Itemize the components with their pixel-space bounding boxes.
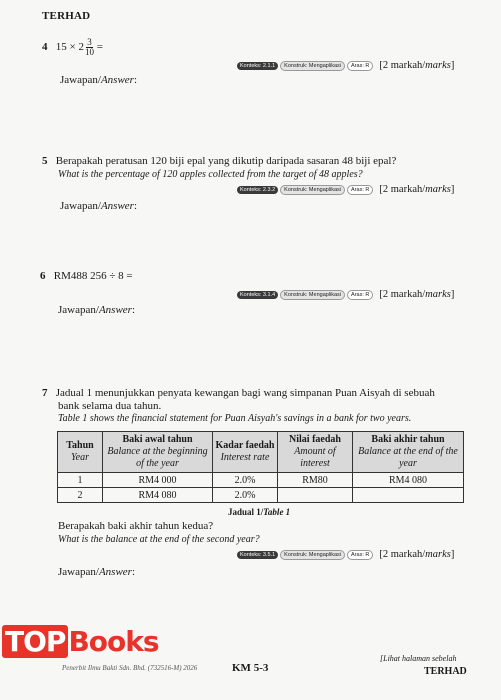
konteks-tag: Konteks: 3.5.1 — [237, 551, 278, 559]
question-number: 6 — [40, 270, 46, 282]
answer-label-en: Answer — [98, 566, 132, 578]
table-cell — [353, 488, 464, 503]
q6-tags — [237, 289, 454, 300]
marks-prefix: [2 markah/ — [379, 60, 426, 71]
col-header-ms: Baki akhir tahun — [371, 434, 445, 445]
table-cell: 2 — [58, 488, 103, 503]
marks-label — [379, 184, 454, 195]
answer-label-ms: Jawapan/ — [58, 566, 99, 578]
table-cell — [278, 488, 353, 503]
marks-prefix: [2 markah/ — [379, 549, 426, 560]
question-number: 4 — [42, 41, 48, 54]
col-header-en: Amount of interest — [294, 446, 336, 469]
aras-tag: Aras: R — [347, 185, 373, 195]
page-number: KM 5-3 — [232, 662, 269, 674]
answer-colon: : — [131, 566, 135, 578]
col-header-ms: Tahun — [66, 440, 94, 451]
question-text-ms: RM488 256 ÷ 8 = — [53, 270, 133, 282]
fraction — [85, 38, 94, 57]
col-header — [58, 432, 103, 473]
marks-label — [379, 289, 454, 300]
table-cell: RM4 080 — [103, 488, 213, 503]
table-caption — [228, 507, 290, 517]
answer-label-en: Answer — [100, 74, 134, 86]
table-cell: RM4 080 — [353, 473, 464, 488]
footer-classification: TERHAD — [424, 666, 467, 677]
question-number: 7 — [42, 387, 48, 399]
col-header — [353, 432, 464, 473]
question-6 — [40, 270, 133, 283]
logo-books: Books — [68, 625, 159, 658]
logo-top: TOP — [2, 625, 68, 658]
answer-colon: : — [133, 200, 137, 212]
answer-label-q5 — [60, 200, 137, 212]
col-header — [278, 432, 353, 473]
marks-en: marks — [425, 184, 451, 195]
table-header-row — [58, 432, 464, 473]
answer-label-en: Answer — [100, 200, 134, 212]
table-row — [58, 473, 464, 488]
col-header — [213, 432, 278, 473]
table-cell: 2.0% — [213, 488, 278, 503]
table-cell: 1 — [58, 473, 103, 488]
table-cell: RM4 000 — [103, 473, 213, 488]
question-text-en: What is the percentage of 120 apples collected from the target of 48 apples? — [58, 169, 363, 180]
aras-tag: Aras: R — [347, 550, 373, 560]
sub-question-en: What is the balance at the end of the second year? — [58, 534, 260, 545]
answer-colon: : — [133, 74, 137, 86]
col-header-ms: Baki awal tahun — [122, 434, 193, 445]
answer-label-ms: Jawapan/ — [60, 74, 101, 86]
marks-suffix: ] — [450, 549, 455, 560]
konteks-tag: Konteks: 2.3.2 — [237, 186, 278, 194]
answer-label-ms: Jawapan/ — [60, 200, 101, 212]
q7-tags — [237, 549, 454, 560]
konstruk-tag: Konstruk: Mengaplikasi — [280, 550, 345, 560]
topbooks-logo — [2, 625, 159, 658]
savings-table — [57, 431, 464, 503]
konstruk-tag: Konstruk: Mengaplikasi — [280, 290, 345, 300]
fraction-numerator: 3 — [87, 37, 92, 47]
konteks-tag: Konteks: 3.1.4 — [237, 291, 278, 299]
next-page-note: [Lihat halaman sebelah — [380, 654, 457, 663]
aras-tag: Aras: R — [347, 290, 373, 300]
table-caption-ms: Jadual 1/ — [228, 507, 264, 517]
answer-label-q4 — [60, 74, 137, 86]
question-text-ms-line1: Jadual 1 menunjukkan penyata kewangan bagi wang simpanan Puan Aisyah di sebuah — [55, 387, 435, 399]
marks-suffix: ] — [450, 60, 455, 71]
aras-tag: Aras: R — [347, 61, 373, 71]
fraction-denominator: 10 — [84, 47, 94, 57]
col-header-ms: Nilai faedah — [289, 434, 341, 445]
marks-en: marks — [425, 549, 451, 560]
konstruk-tag: Konstruk: Mengaplikasi — [280, 185, 345, 195]
marks-en: marks — [425, 60, 451, 71]
table-row — [58, 488, 464, 503]
col-header-en: Year — [71, 452, 89, 463]
header-classification: TERHAD — [42, 10, 91, 22]
marks-prefix: [2 markah/ — [379, 289, 426, 300]
col-header-en: Balance at the beginning of the year — [107, 446, 208, 469]
publisher-credit: Penerbit Ilmu Bakti Sdn. Bhd. (732516-M) 2026 — [62, 664, 198, 672]
question-5 — [42, 155, 396, 168]
answer-label-q6 — [58, 304, 135, 316]
question-text-ms: Berapakah peratusan 120 biji epal yang dikutip daripada sasaran 48 biji epal? — [55, 155, 397, 167]
q5-tags — [237, 184, 454, 195]
answer-label-en: Answer — [98, 304, 132, 316]
question-text-ms-line2: bank selama dua tahun. — [58, 400, 162, 412]
table-cell: RM80 — [278, 473, 353, 488]
question-7 — [42, 387, 435, 400]
marks-prefix: [2 markah/ — [379, 184, 426, 195]
table-cell: 2.0% — [213, 473, 278, 488]
col-header-en: Interest rate — [220, 452, 270, 463]
expression-prefix: 15 × 2 — [55, 41, 84, 54]
question-number: 5 — [42, 155, 48, 167]
marks-label — [379, 60, 454, 71]
col-header-en: Balance at the end of the year — [358, 446, 458, 469]
konstruk-tag: Konstruk: Mengaplikasi — [280, 61, 345, 71]
sub-question-ms: Berapakah baki akhir tahun kedua? — [58, 520, 214, 532]
marks-suffix: ] — [450, 289, 455, 300]
question-4 — [42, 38, 103, 57]
col-header — [103, 432, 213, 473]
answer-label-q7 — [58, 566, 135, 578]
q4-tags — [237, 60, 454, 71]
answer-label-ms: Jawapan/ — [58, 304, 99, 316]
answer-colon: : — [131, 304, 135, 316]
question-text-en: Table 1 shows the financial statement for Puan Aisyah's savings in a bank for two years. — [58, 413, 412, 424]
marks-en: marks — [425, 289, 451, 300]
marks-suffix: ] — [450, 184, 455, 195]
table-caption-en: Table 1 — [263, 507, 291, 517]
expression-suffix: = — [96, 41, 103, 54]
konteks-tag: Konteks: 2.1.1 — [237, 62, 278, 70]
marks-label — [379, 549, 454, 560]
col-header-ms: Kadar faedah — [215, 440, 275, 451]
